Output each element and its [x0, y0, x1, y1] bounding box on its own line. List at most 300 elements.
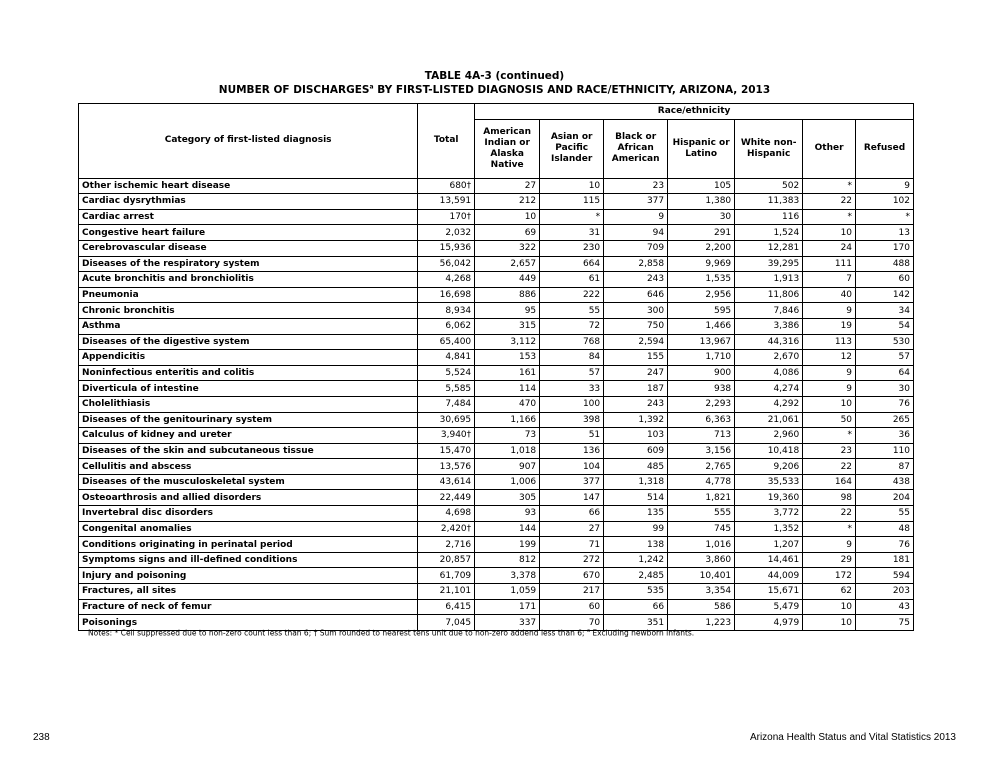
other-cell: 113 — [803, 334, 856, 350]
other-cell: 22 — [803, 506, 856, 522]
refused-cell: 170 — [856, 240, 914, 256]
table-row — [79, 272, 914, 288]
row-label: Diseases of the digestive system — [79, 334, 418, 350]
hispanic-cell: 1,535 — [668, 272, 735, 288]
white-cell: 35,533 — [735, 474, 803, 490]
hispanic-cell: 2,293 — [668, 396, 735, 412]
table-notes — [88, 628, 694, 638]
table-row — [79, 396, 914, 412]
other-cell: 172 — [803, 568, 856, 584]
total-cell: 61,709 — [418, 568, 475, 584]
other-cell: 98 — [803, 490, 856, 506]
asian-cell: 27 — [540, 521, 604, 537]
row-label: Chronic bronchitis — [79, 303, 418, 319]
asian-cell: 136 — [540, 443, 604, 459]
american-indian-cell: 812 — [475, 552, 540, 568]
asian-cell: 70 — [540, 615, 604, 631]
asian-cell: 57 — [540, 365, 604, 381]
refused-cell: 60 — [856, 272, 914, 288]
hispanic-cell: 586 — [668, 599, 735, 615]
american-indian-cell: 315 — [475, 318, 540, 334]
title-block — [0, 69, 989, 97]
hispanic-cell: 1,223 — [668, 615, 735, 631]
table-row — [79, 194, 914, 210]
black-cell: 1,318 — [604, 474, 668, 490]
asian-cell: 71 — [540, 537, 604, 553]
total-cell: 20,857 — [418, 552, 475, 568]
row-label: Cellulitis and abscess — [79, 459, 418, 475]
total-cell: 5,524 — [418, 365, 475, 381]
refused-cell: 48 — [856, 521, 914, 537]
row-label: Diseases of the skin and subcutaneous tissue — [79, 443, 418, 459]
total-cell: 7,484 — [418, 396, 475, 412]
table-subtitle — [0, 83, 989, 97]
row-label: Asthma — [79, 318, 418, 334]
table-row — [79, 552, 914, 568]
american-indian-cell: 470 — [475, 396, 540, 412]
other-cell: 23 — [803, 443, 856, 459]
hispanic-cell: 1,821 — [668, 490, 735, 506]
white-cell: 1,524 — [735, 225, 803, 241]
white-cell: 2,960 — [735, 428, 803, 444]
hispanic-cell: 2,200 — [668, 240, 735, 256]
white-cell: 116 — [735, 209, 803, 225]
total-cell: 170† — [418, 209, 475, 225]
american-indian-cell: 3,112 — [475, 334, 540, 350]
table-row — [79, 240, 914, 256]
refused-cell: 102 — [856, 194, 914, 210]
header-asian: Asian or Pacific Islander — [540, 119, 604, 178]
asian-cell: 222 — [540, 287, 604, 303]
black-cell: 2,485 — [604, 568, 668, 584]
other-cell: 29 — [803, 552, 856, 568]
refused-cell: 76 — [856, 537, 914, 553]
asian-cell: 33 — [540, 381, 604, 397]
row-label: Fracture of neck of femur — [79, 599, 418, 615]
black-cell: 535 — [604, 584, 668, 600]
american-indian-cell: 95 — [475, 303, 540, 319]
other-cell: 164 — [803, 474, 856, 490]
asian-cell: * — [540, 209, 604, 225]
total-cell: 21,101 — [418, 584, 475, 600]
other-cell: * — [803, 428, 856, 444]
black-cell: 300 — [604, 303, 668, 319]
american-indian-cell: 1,018 — [475, 443, 540, 459]
other-cell: 40 — [803, 287, 856, 303]
american-indian-cell: 144 — [475, 521, 540, 537]
header-other: Other — [803, 119, 856, 178]
black-cell: 155 — [604, 350, 668, 366]
other-cell: 19 — [803, 318, 856, 334]
table-row — [79, 381, 914, 397]
table-row — [79, 256, 914, 272]
white-cell: 4,979 — [735, 615, 803, 631]
white-cell: 1,352 — [735, 521, 803, 537]
total-cell: 16,698 — [418, 287, 475, 303]
row-label: Diseases of the genitourinary system — [79, 412, 418, 428]
row-label: Calculus of kidney and ureter — [79, 428, 418, 444]
table-row — [79, 350, 914, 366]
hispanic-cell: 3,860 — [668, 552, 735, 568]
american-indian-cell: 212 — [475, 194, 540, 210]
total-cell: 8,934 — [418, 303, 475, 319]
hispanic-cell: 13,967 — [668, 334, 735, 350]
refused-cell: 75 — [856, 615, 914, 631]
other-cell: 62 — [803, 584, 856, 600]
other-cell: 10 — [803, 225, 856, 241]
row-label: Poisonings — [79, 615, 418, 631]
total-cell: 4,698 — [418, 506, 475, 522]
notes-text-post: Excluding newborn infants. — [590, 628, 695, 638]
other-cell: 9 — [803, 303, 856, 319]
total-cell: 65,400 — [418, 334, 475, 350]
american-indian-cell: 73 — [475, 428, 540, 444]
hispanic-cell: 745 — [668, 521, 735, 537]
american-indian-cell: 337 — [475, 615, 540, 631]
other-cell: * — [803, 521, 856, 537]
hispanic-cell: 6,363 — [668, 412, 735, 428]
table-row — [79, 334, 914, 350]
american-indian-cell: 3,378 — [475, 568, 540, 584]
black-cell: 1,242 — [604, 552, 668, 568]
table-row — [79, 209, 914, 225]
asian-cell: 51 — [540, 428, 604, 444]
refused-cell: 30 — [856, 381, 914, 397]
refused-cell: 34 — [856, 303, 914, 319]
refused-cell: 87 — [856, 459, 914, 475]
row-label: Injury and poisoning — [79, 568, 418, 584]
hispanic-cell: 900 — [668, 365, 735, 381]
refused-cell: 64 — [856, 365, 914, 381]
asian-cell: 66 — [540, 506, 604, 522]
row-label: Pneumonia — [79, 287, 418, 303]
total-cell: 43,614 — [418, 474, 475, 490]
header-black: Black or African American — [604, 119, 668, 178]
black-cell: 1,392 — [604, 412, 668, 428]
black-cell: 94 — [604, 225, 668, 241]
asian-cell: 217 — [540, 584, 604, 600]
white-cell: 14,461 — [735, 552, 803, 568]
publication-title: Arizona Health Status and Vital Statistics 2013 — [749, 732, 956, 743]
asian-cell: 377 — [540, 474, 604, 490]
asian-cell: 31 — [540, 225, 604, 241]
row-label: Symptoms signs and ill-defined conditions — [79, 552, 418, 568]
asian-cell: 664 — [540, 256, 604, 272]
black-cell: 23 — [604, 178, 668, 194]
asian-cell: 147 — [540, 490, 604, 506]
total-cell: 56,042 — [418, 256, 475, 272]
hispanic-cell: 105 — [668, 178, 735, 194]
row-label: Diseases of the musculoskeletal system — [79, 474, 418, 490]
white-cell: 44,316 — [735, 334, 803, 350]
discharges-table — [78, 103, 914, 631]
other-cell: 9 — [803, 365, 856, 381]
refused-cell: * — [856, 209, 914, 225]
refused-cell: 203 — [856, 584, 914, 600]
black-cell: 99 — [604, 521, 668, 537]
table-row — [79, 287, 914, 303]
american-indian-cell: 199 — [475, 537, 540, 553]
table-row — [79, 303, 914, 319]
header-race-ethnicity: Race/ethnicity — [475, 104, 914, 120]
refused-cell: 9 — [856, 178, 914, 194]
table-title: TABLE 4A-3 (continued) — [424, 70, 565, 82]
american-indian-cell: 161 — [475, 365, 540, 381]
white-cell: 4,274 — [735, 381, 803, 397]
black-cell: 243 — [604, 396, 668, 412]
row-label: Acute bronchitis and bronchiolitis — [79, 272, 418, 288]
white-cell: 3,772 — [735, 506, 803, 522]
header-category: Category of first-listed diagnosis — [79, 104, 418, 179]
row-label: Diseases of the respiratory system — [79, 256, 418, 272]
row-label: Appendicitis — [79, 350, 418, 366]
other-cell: 9 — [803, 537, 856, 553]
american-indian-cell: 1,006 — [475, 474, 540, 490]
white-cell: 39,295 — [735, 256, 803, 272]
asian-cell: 55 — [540, 303, 604, 319]
total-cell: 6,415 — [418, 599, 475, 615]
hispanic-cell: 1,710 — [668, 350, 735, 366]
asian-cell: 230 — [540, 240, 604, 256]
total-cell: 13,576 — [418, 459, 475, 475]
american-indian-cell: 93 — [475, 506, 540, 522]
refused-cell: 265 — [856, 412, 914, 428]
asian-cell: 768 — [540, 334, 604, 350]
asian-cell: 60 — [540, 599, 604, 615]
header-american-indian: American Indian or Alaska Native — [475, 119, 540, 178]
hispanic-cell: 10,401 — [668, 568, 735, 584]
hispanic-cell: 291 — [668, 225, 735, 241]
refused-cell: 488 — [856, 256, 914, 272]
hispanic-cell: 3,156 — [668, 443, 735, 459]
other-cell: 22 — [803, 459, 856, 475]
total-cell: 13,591 — [418, 194, 475, 210]
black-cell: 103 — [604, 428, 668, 444]
hispanic-cell: 3,354 — [668, 584, 735, 600]
subtitle-text-pre: NUMBER OF DISCHARGES — [218, 84, 370, 96]
table-body — [79, 178, 914, 630]
table-row — [79, 318, 914, 334]
white-cell: 9,206 — [735, 459, 803, 475]
refused-cell: 76 — [856, 396, 914, 412]
american-indian-cell: 886 — [475, 287, 540, 303]
table-row — [79, 443, 914, 459]
black-cell: 187 — [604, 381, 668, 397]
asian-cell: 100 — [540, 396, 604, 412]
white-cell: 1,913 — [735, 272, 803, 288]
white-cell: 502 — [735, 178, 803, 194]
row-label: Cholelithiasis — [79, 396, 418, 412]
row-label: Osteoarthrosis and allied disorders — [79, 490, 418, 506]
hispanic-cell: 1,016 — [668, 537, 735, 553]
hispanic-cell: 2,765 — [668, 459, 735, 475]
total-cell: 2,032 — [418, 225, 475, 241]
table-row — [79, 178, 914, 194]
refused-cell: 204 — [856, 490, 914, 506]
white-cell: 5,479 — [735, 599, 803, 615]
refused-cell: 57 — [856, 350, 914, 366]
total-cell: 4,268 — [418, 272, 475, 288]
table-row — [79, 537, 914, 553]
other-cell: 111 — [803, 256, 856, 272]
refused-cell: 54 — [856, 318, 914, 334]
asian-cell: 84 — [540, 350, 604, 366]
black-cell: 135 — [604, 506, 668, 522]
asian-cell: 104 — [540, 459, 604, 475]
asian-cell: 115 — [540, 194, 604, 210]
total-cell: 5,585 — [418, 381, 475, 397]
table-row — [79, 490, 914, 506]
hispanic-cell: 938 — [668, 381, 735, 397]
row-label: Cerebrovascular disease — [79, 240, 418, 256]
white-cell: 10,418 — [735, 443, 803, 459]
other-cell: * — [803, 209, 856, 225]
total-cell: 680† — [418, 178, 475, 194]
hispanic-cell: 595 — [668, 303, 735, 319]
total-cell: 4,841 — [418, 350, 475, 366]
notes-text-pre: Notes: * Cell suppressed due to non-zero count less than 6; † Sum rounded to nearest tens unit due to non-zero addend less than 6; — [88, 628, 587, 638]
total-cell: 2,420† — [418, 521, 475, 537]
refused-cell: 530 — [856, 334, 914, 350]
hispanic-cell: 555 — [668, 506, 735, 522]
row-label: Cardiac dysrythmias — [79, 194, 418, 210]
white-cell: 21,061 — [735, 412, 803, 428]
other-cell: 12 — [803, 350, 856, 366]
refused-cell: 55 — [856, 506, 914, 522]
other-cell: 22 — [803, 194, 856, 210]
other-cell: 10 — [803, 615, 856, 631]
white-cell: 11,383 — [735, 194, 803, 210]
black-cell: 750 — [604, 318, 668, 334]
header-white: White non-Hispanic — [735, 119, 803, 178]
black-cell: 514 — [604, 490, 668, 506]
hispanic-cell: 2,956 — [668, 287, 735, 303]
other-cell: 9 — [803, 381, 856, 397]
notes-footnote-marker: a — [586, 628, 591, 634]
header-hispanic: Hispanic or Latino — [668, 119, 735, 178]
white-cell: 4,086 — [735, 365, 803, 381]
refused-cell: 438 — [856, 474, 914, 490]
total-cell: 3,940† — [418, 428, 475, 444]
black-cell: 2,594 — [604, 334, 668, 350]
american-indian-cell: 1,059 — [475, 584, 540, 600]
black-cell: 66 — [604, 599, 668, 615]
black-cell: 9 — [604, 209, 668, 225]
black-cell: 609 — [604, 443, 668, 459]
white-cell: 11,806 — [735, 287, 803, 303]
table-row — [79, 365, 914, 381]
hispanic-cell: 9,969 — [668, 256, 735, 272]
refused-cell: 181 — [856, 552, 914, 568]
other-cell: 10 — [803, 396, 856, 412]
table-row — [79, 428, 914, 444]
american-indian-cell: 171 — [475, 599, 540, 615]
table-row — [79, 412, 914, 428]
total-cell: 22,449 — [418, 490, 475, 506]
refused-cell: 13 — [856, 225, 914, 241]
asian-cell: 272 — [540, 552, 604, 568]
american-indian-cell: 449 — [475, 272, 540, 288]
white-cell: 7,846 — [735, 303, 803, 319]
page-number: 238 — [33, 732, 50, 743]
black-cell: 646 — [604, 287, 668, 303]
total-cell: 15,470 — [418, 443, 475, 459]
white-cell: 2,670 — [735, 350, 803, 366]
refused-cell: 43 — [856, 599, 914, 615]
subtitle-footnote-marker: a — [369, 83, 374, 91]
table-row — [79, 584, 914, 600]
american-indian-cell: 10 — [475, 209, 540, 225]
table-row — [79, 521, 914, 537]
total-cell: 6,062 — [418, 318, 475, 334]
table-row — [79, 568, 914, 584]
american-indian-cell: 1,166 — [475, 412, 540, 428]
black-cell: 243 — [604, 272, 668, 288]
american-indian-cell: 153 — [475, 350, 540, 366]
other-cell: 24 — [803, 240, 856, 256]
table-row — [79, 506, 914, 522]
subtitle-text-post: BY FIRST-LISTED DIAGNOSIS AND RACE/ETHNICITY, ARIZONA, 2013 — [373, 84, 771, 96]
black-cell: 709 — [604, 240, 668, 256]
header-total: Total — [418, 104, 475, 179]
table-row — [79, 459, 914, 475]
white-cell: 3,386 — [735, 318, 803, 334]
black-cell: 247 — [604, 365, 668, 381]
total-cell: 2,716 — [418, 537, 475, 553]
black-cell: 377 — [604, 194, 668, 210]
white-cell: 15,671 — [735, 584, 803, 600]
row-label: Fractures, all sites — [79, 584, 418, 600]
white-cell: 4,292 — [735, 396, 803, 412]
white-cell: 1,207 — [735, 537, 803, 553]
total-cell: 7,045 — [418, 615, 475, 631]
refused-cell: 594 — [856, 568, 914, 584]
hispanic-cell: 713 — [668, 428, 735, 444]
row-label: Conditions originating in perinatal period — [79, 537, 418, 553]
hispanic-cell: 1,380 — [668, 194, 735, 210]
black-cell: 2,858 — [604, 256, 668, 272]
other-cell: 7 — [803, 272, 856, 288]
row-label: Noninfectious enteritis and colitis — [79, 365, 418, 381]
refused-cell: 36 — [856, 428, 914, 444]
asian-cell: 72 — [540, 318, 604, 334]
american-indian-cell: 322 — [475, 240, 540, 256]
american-indian-cell: 2,657 — [475, 256, 540, 272]
american-indian-cell: 69 — [475, 225, 540, 241]
header-refused: Refused — [856, 119, 914, 178]
american-indian-cell: 907 — [475, 459, 540, 475]
row-label: Other ischemic heart disease — [79, 178, 418, 194]
hispanic-cell: 1,466 — [668, 318, 735, 334]
total-cell: 30,695 — [418, 412, 475, 428]
white-cell: 19,360 — [735, 490, 803, 506]
american-indian-cell: 114 — [475, 381, 540, 397]
asian-cell: 398 — [540, 412, 604, 428]
refused-cell: 110 — [856, 443, 914, 459]
row-label: Diverticula of intestine — [79, 381, 418, 397]
american-indian-cell: 27 — [475, 178, 540, 194]
refused-cell: 142 — [856, 287, 914, 303]
black-cell: 351 — [604, 615, 668, 631]
white-cell: 12,281 — [735, 240, 803, 256]
row-label: Congestive heart failure — [79, 225, 418, 241]
hispanic-cell: 4,778 — [668, 474, 735, 490]
white-cell: 44,009 — [735, 568, 803, 584]
asian-cell: 10 — [540, 178, 604, 194]
row-label: Cardiac arrest — [79, 209, 418, 225]
black-cell: 138 — [604, 537, 668, 553]
other-cell: * — [803, 178, 856, 194]
